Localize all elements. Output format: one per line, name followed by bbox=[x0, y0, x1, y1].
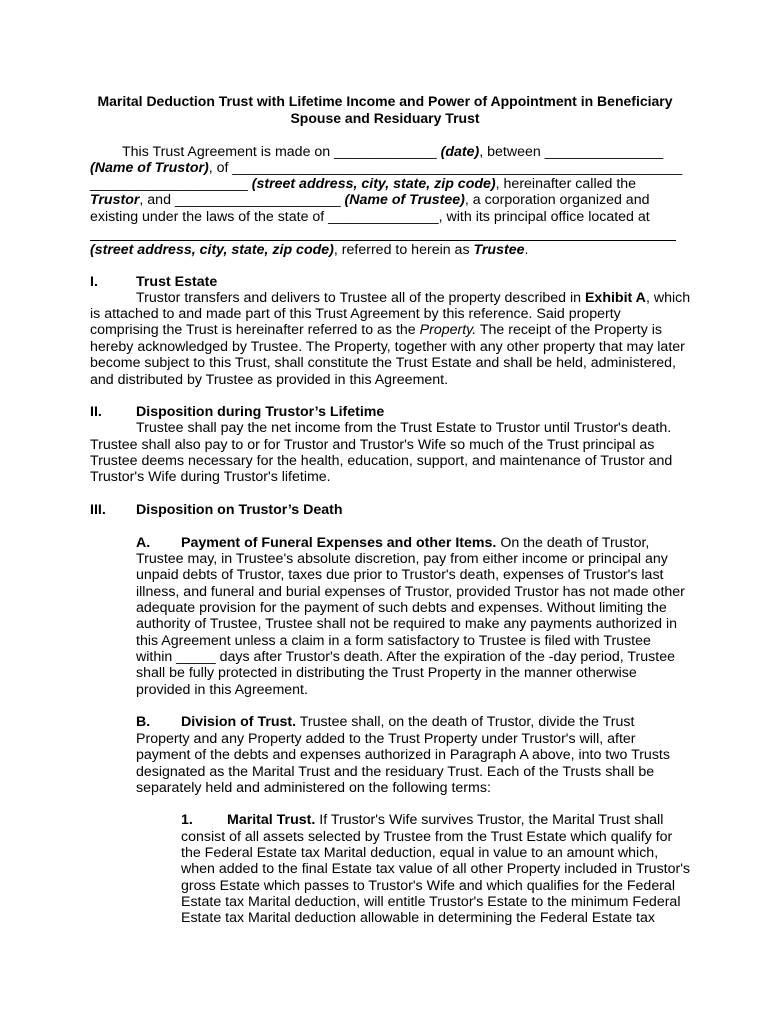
document-title: Marital Deduction Trust with Lifetime Income and Power of Appointment in Beneficiary Spouse and Residuary Trust bbox=[97, 93, 673, 126]
subsection-a-line-7: this Agreement unless a claim in a form satisfactory to Trustee is filed with Trustee bbox=[136, 633, 651, 649]
intro-line-2: (Name of Trustor), of _________________________________________________________ bbox=[90, 160, 683, 176]
section-1-line-2: is attached to and made part of this Trust Agreement by this reference. Said property bbox=[90, 306, 621, 322]
subsection-a-line-10: provided in this Agreement. bbox=[136, 682, 308, 698]
item-1-line-2: consist of all assets selected by Trustee from the Trust Estate which qualify for bbox=[181, 829, 673, 845]
blank-line-rule bbox=[90, 240, 676, 241]
section-1-line-3: comprising the Trust is hereinafter referred to as the Property. The receipt of the Property is bbox=[90, 322, 662, 338]
intro-line-4: Trustor, and _____________________ (Name of Trustee), a corporation organized and bbox=[90, 192, 650, 208]
section-1-line-5: become subject to this Trust, shall constitute the Trust Estate and shall be held, administered, bbox=[90, 355, 676, 371]
section-2-line-1: Trustee shall pay the net income from the Trust Estate to Trustor until Trustor's death. bbox=[136, 420, 672, 436]
subsection-b-line-5: separately held and administered on the following terms: bbox=[136, 780, 491, 796]
item-1-line-6: Estate tax Marital deduction, will entitle Trustor's Estate to the minimum Federal bbox=[181, 894, 681, 910]
item-1-line-5: gross Estate which passes to Trustor's Wife and which qualifies for the Federal bbox=[181, 878, 675, 894]
section-2-number: II. bbox=[90, 404, 102, 420]
item-1-line-4: when added to the final Estate tax value of all other Property included in Trustor's bbox=[181, 861, 691, 877]
subsection-b-line-4: designated as the Marital Trust and the residuary Trust. Each of the Trusts shall be bbox=[136, 764, 655, 780]
section-2-heading: Disposition during Trustor’s Lifetime bbox=[136, 404, 385, 420]
subsection-a-line-1: Payment of Funeral Expenses and other Items. On the death of Trustor, bbox=[181, 535, 650, 551]
item-1-line-3: the Federal Estate tax Marital deduction, equal in value to an amount which, bbox=[181, 845, 659, 861]
section-1-line-1: Trustor transfers and delivers to Trustee all of the property described in Exhibit A, which bbox=[136, 290, 691, 306]
section-2-line-3: Trustee deems necessary for the health, education, support, and maintenance of Trustor and bbox=[90, 453, 673, 469]
subsection-a-heading: Payment of Funeral Expenses and other Items. bbox=[181, 535, 497, 551]
subsection-b-line-2: Property and any Property added to the Trust Property under Trustor's will, after bbox=[136, 731, 636, 747]
trustor-name-placeholder: (Name of Trustor) bbox=[90, 160, 209, 176]
section-2-line-4: Trustor's Wife during Trustor's lifetime. bbox=[90, 469, 331, 485]
item-1-heading: Marital Trust. bbox=[227, 812, 316, 828]
section-1-line-6: and distributed by Trustee as provided in this Agreement. bbox=[90, 372, 449, 388]
subsection-a-line-8: within _____ days after Trustor's death. After the expiration of the -day period, Trustee bbox=[136, 649, 675, 665]
section-3-heading: Disposition on Trustor’s Death bbox=[136, 502, 343, 518]
section-3-number: III. bbox=[90, 502, 106, 518]
subsection-a-number: A. bbox=[136, 535, 151, 551]
item-1-line-1: Marital Trust. If Trustor's Wife survives Trustor, the Marital Trust shall bbox=[227, 812, 664, 828]
intro-line-3: ____________________ (street address, city, state, zip code), hereinafter called the bbox=[90, 176, 637, 192]
subsection-a-line-2: Trustee may, in Trustee's absolute discretion, pay from either income or principal any bbox=[136, 551, 668, 567]
subsection-b-line-3: payment of the debts and expenses authorized in Paragraph A above, into two Trusts bbox=[136, 747, 670, 763]
subsection-a-line-5: adequate provision for the payment of such debts and expenses. Without limiting the bbox=[136, 600, 667, 616]
section-1-heading: Trust Estate bbox=[136, 274, 218, 290]
subsection-b-heading: Division of Trust. bbox=[181, 714, 297, 730]
intro-line-5: existing under the laws of the state of ______________, with its principal office located at bbox=[90, 209, 650, 225]
trustee-name-placeholder: (Name of Trustee) bbox=[344, 192, 465, 208]
intro-line-1: This Trust Agreement is made on _____________ (date), between _______________ bbox=[122, 144, 664, 160]
section-1-line-4: hereby acknowledged by Trustee. The Property, together with any other property that may later bbox=[90, 339, 685, 355]
trustee-address-placeholder: (street address, city, state, zip code) bbox=[90, 242, 334, 258]
subsection-a-line-4: illness, and funeral and burial expenses of Trustor, provided Trustor has not made other bbox=[136, 584, 685, 600]
subsection-b-line-1: Division of Trust. Trustee shall, on the death of Trustor, divide the Trust bbox=[181, 714, 635, 730]
item-1-line-7: Estate tax Marital deduction allowable in determining the Federal Estate tax bbox=[181, 910, 655, 926]
date-placeholder: (date) bbox=[440, 144, 480, 160]
subsection-a-line-6: authority of Trustee, Trustee shall not be required to make any payments authorized in bbox=[136, 616, 678, 632]
section-2-line-2: Trustee shall also pay to or for Trustor and Trustor's Wife so much of the Trust principal as bbox=[90, 437, 655, 453]
item-1-number: 1. bbox=[181, 812, 193, 828]
subsection-a-line-3: unpaid debts of Trustor, taxes due prior to Trustor's death, expenses of Trustor's last bbox=[136, 567, 664, 583]
subsection-a-line-9: shall be fully protected in distributing the Trust Property in the manner otherwise bbox=[136, 665, 637, 681]
section-1-number: I. bbox=[90, 274, 98, 290]
subsection-b-number: B. bbox=[136, 714, 151, 730]
trustor-address-placeholder: (street address, city, state, zip code) bbox=[251, 176, 496, 192]
intro-line-6: (street address, city, state, zip code), referred to herein as Trustee. bbox=[90, 242, 529, 258]
